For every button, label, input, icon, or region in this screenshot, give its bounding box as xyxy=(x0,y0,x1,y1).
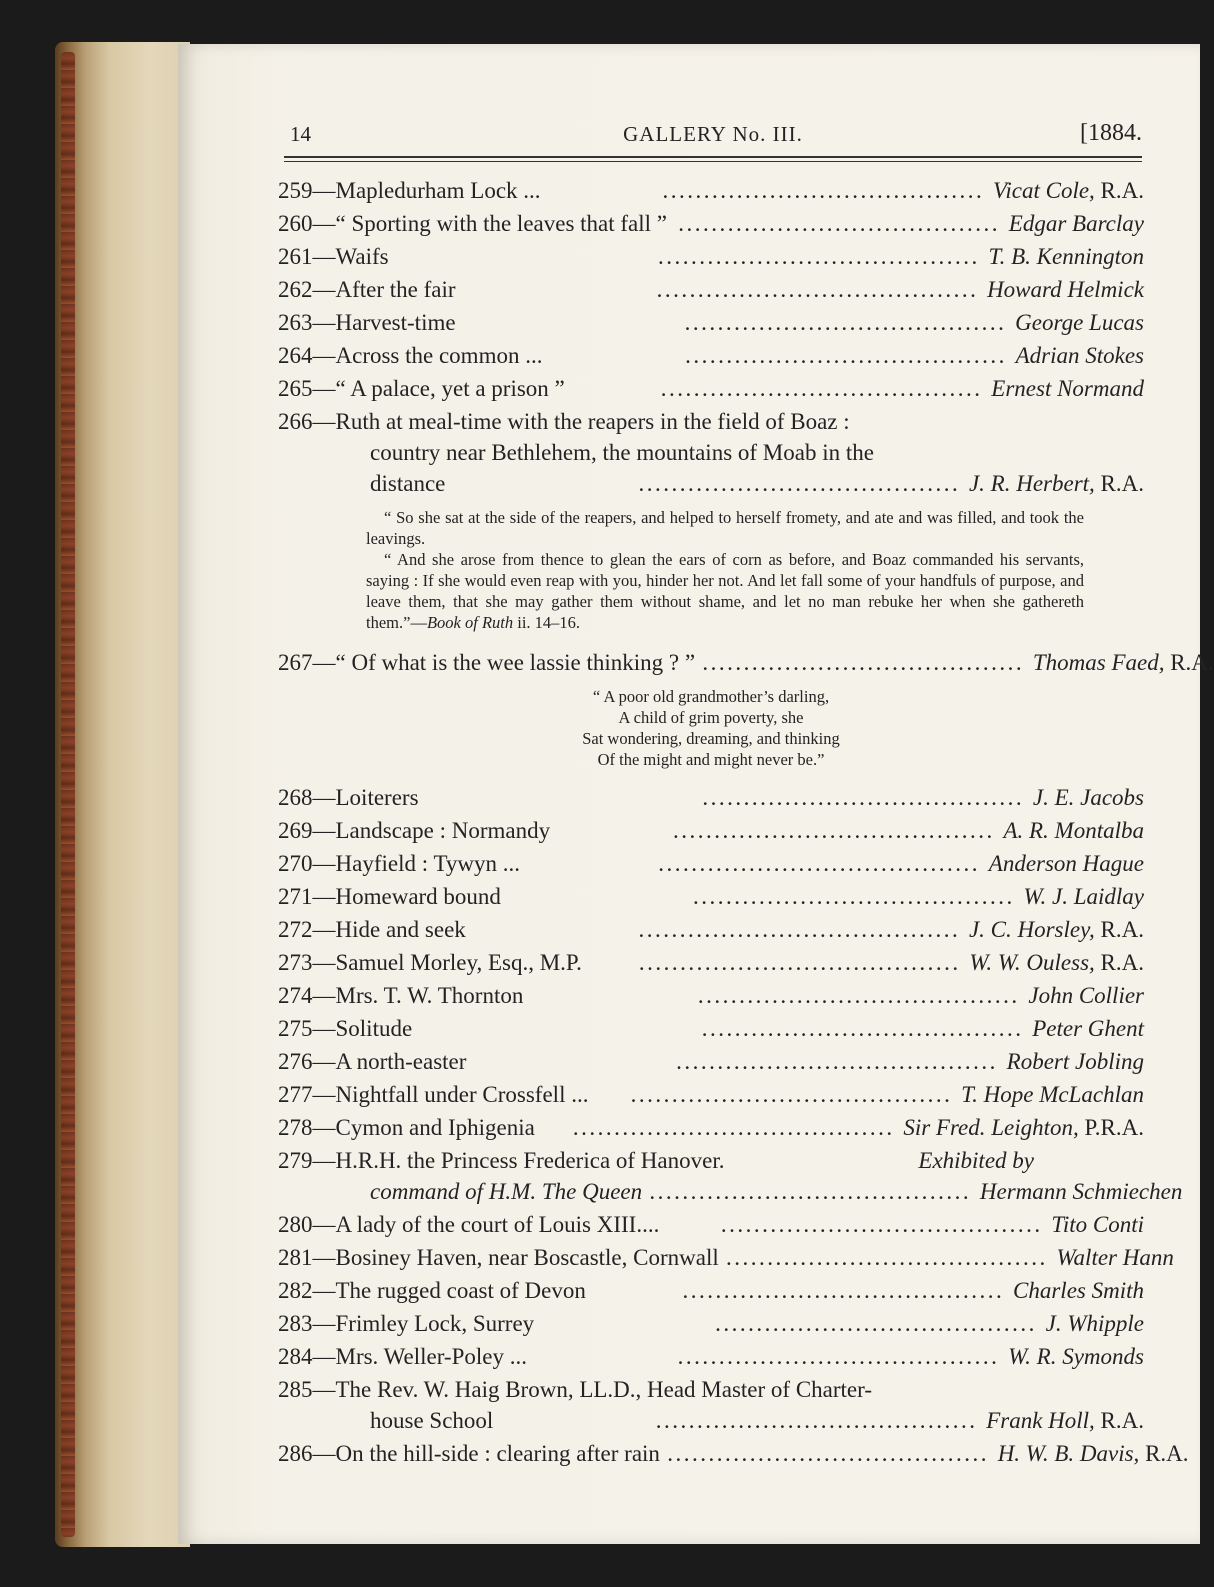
entry-artist: Howard Helmick xyxy=(987,277,1144,302)
entry-286-artist: H. W. B. Davis, R.A. xyxy=(997,1441,1189,1466)
poem-line: “ A poor old grandmother’s darling, xyxy=(592,687,830,706)
entry-279-note: Exhibited by xyxy=(918,1148,1034,1173)
entry-title: 275—Solitude xyxy=(278,1016,413,1041)
leader-dots: ....................................... xyxy=(678,1349,1001,1368)
leader-dots: ....................................... xyxy=(698,988,1021,1007)
leader-dots: ....................................... xyxy=(656,1413,979,1432)
leader-dots: ....................................... xyxy=(659,856,981,875)
entry-title: 259—Mapledurham Lock ... xyxy=(278,178,541,203)
entry-285-line1: 285—The Rev. W. Haig Brown, LL.D., Head Master of Charter- xyxy=(278,1377,872,1402)
catalogue-entry xyxy=(278,1209,1144,1242)
entry-artist: Peter Ghent xyxy=(1032,1016,1144,1041)
leader-dots: ....................................... xyxy=(573,1120,896,1139)
leader-dots: ....................................... xyxy=(663,183,986,202)
leader-dots: ....................................... xyxy=(673,823,996,842)
entry-title: 265—“ A palace, yet a prison ” xyxy=(278,376,565,401)
entry-title: 284—Mrs. Weller-Poley ... xyxy=(278,1344,527,1369)
entry-279-line2: command of H.M. The Queen ....................................... Hermann Schmiechen xyxy=(278,1176,1144,1209)
entry-artist: Sir Fred. Leighton, P.R.A. xyxy=(903,1115,1144,1140)
leader-dots: ....................................... xyxy=(679,216,1001,235)
entry-artist: W. W. Ouless, R.A. xyxy=(969,950,1144,975)
entry-title: 262—After the fair xyxy=(278,277,456,302)
entry-title: 278—Cymon and Iphigenia xyxy=(278,1115,535,1140)
entry-artist: J. E. Jacobs xyxy=(1032,785,1144,810)
catalogue-entry xyxy=(278,881,1144,914)
entry-title: 270—Hayfield : Tywyn ... xyxy=(278,851,520,876)
poem-line: A child of grim poverty, she xyxy=(618,708,804,727)
poem-quotation xyxy=(278,686,1144,770)
entry-267 xyxy=(278,647,1214,680)
entry-title: 269—Landscape : Normandy xyxy=(278,818,551,843)
leader-dots: ....................................... xyxy=(693,889,1016,908)
entry-artist: T. B. Kennington xyxy=(988,244,1144,269)
header-rule-thick xyxy=(284,156,1142,158)
catalogue-entry xyxy=(278,1112,1144,1145)
entry-artist: W. R. Symonds xyxy=(1008,1344,1144,1369)
entry-266-line3 xyxy=(278,468,1144,501)
entry-title: 281—Bosiney Haven, near Boscastle, Cornwall xyxy=(278,1245,719,1270)
entry-title: 282—The rugged coast of Devon xyxy=(278,1278,586,1303)
leader-dots: ....................................... xyxy=(702,1021,1025,1040)
entry-group-b xyxy=(278,782,1144,1145)
entry-266-line2: country near Bethlehem, the mountains of Moab in the xyxy=(370,440,874,465)
leader-dots: ....................................... xyxy=(667,1446,990,1465)
leader-dots: ....................................... xyxy=(657,282,980,301)
leader-dots: ....................................... xyxy=(639,955,962,974)
quote-para-2: “ And she arose from thence to glean the ears of corn as before, and Boaz commanded his servants, saying : If she would even reap with you, hinder her not. And let fall some of your handfuls of purpose, and leave them, that she may gather them without shame, and let no man rebuke her when she gathereth them.”—Book of Ruth ii. 14–16. xyxy=(366,550,1084,632)
quote-para-1: “ So she sat at the side of the reapers, and helped to herself fromety, and ate and was filled, and took the leavings. xyxy=(366,508,1084,548)
entry-artist: Vicat Cole, R.A. xyxy=(993,178,1144,203)
entry-artist: Anderson Hague xyxy=(988,851,1144,876)
entry-artist: George Lucas xyxy=(1015,310,1144,335)
leader-dots: ....................................... xyxy=(726,1250,1049,1269)
book-page-edges xyxy=(55,42,190,1547)
catalogue-entry xyxy=(278,373,1144,406)
entry-artist: John Collier xyxy=(1028,983,1144,1008)
catalogue-entry xyxy=(278,208,1144,241)
page-title: GALLERY No. III. xyxy=(623,122,803,146)
entry-285-line2: house School ....................................... Frank Holl, R.A. xyxy=(278,1405,1144,1438)
leader-dots: ....................................... xyxy=(703,655,1025,674)
entry-title: 280—A lady of the court of Louis XIII.... xyxy=(278,1212,660,1237)
entry-artist: Robert Jobling xyxy=(1006,1049,1144,1074)
entry-267-artist: Thomas Faed, R.A. xyxy=(1032,650,1214,675)
catalogue-entry xyxy=(278,914,1144,947)
page-number: 14 xyxy=(290,122,311,146)
entry-artist: W. J. Laidlay xyxy=(1023,884,1144,909)
leader-dots: ....................................... xyxy=(661,381,984,400)
catalogue-entry xyxy=(278,1275,1144,1308)
leader-dots: ....................................... xyxy=(721,1217,1044,1236)
entry-artist: Ernest Normand xyxy=(991,376,1144,401)
entry-title: 264—Across the common ... xyxy=(278,343,543,368)
entry-artist: Charles Smith xyxy=(1013,1278,1144,1303)
entry-266-artist: J. R. Herbert, R.A. xyxy=(968,471,1144,496)
catalogue-entry xyxy=(278,307,1144,340)
entry-266-line3-text: distance xyxy=(370,471,446,496)
entry-285 xyxy=(278,1374,1144,1438)
entry-artist: J. C. Horsley, R.A. xyxy=(968,917,1144,942)
ruth-quotation xyxy=(366,507,1084,633)
catalogue-entry xyxy=(278,1341,1144,1374)
entry-artist: A. R. Montalba xyxy=(1003,818,1144,843)
running-header xyxy=(284,116,1142,156)
catalogue-entry xyxy=(278,274,1144,307)
catalogue-entry xyxy=(278,782,1144,815)
entry-286 xyxy=(278,1438,1189,1471)
entry-title: 277—Nightfall under Crossfell ... xyxy=(278,1082,589,1107)
entry-artist: Tito Conti xyxy=(1051,1212,1144,1237)
entry-title: 271—Homeward bound xyxy=(278,884,501,909)
entry-title: 276—A north-easter xyxy=(278,1049,467,1074)
entry-artist: Adrian Stokes xyxy=(1015,343,1144,368)
header-year: [1884. xyxy=(1080,120,1142,146)
entry-artist: Edgar Barclay xyxy=(1008,211,1144,236)
catalogue-entry xyxy=(278,1013,1144,1046)
entry-286-title: 286—On the hill-side : clearing after rain xyxy=(278,1441,660,1466)
leader-dots: ....................................... xyxy=(639,922,961,941)
entry-285-artist: Frank Holl, R.A. xyxy=(986,1408,1144,1433)
entry-279-artist: Hermann Schmiechen xyxy=(979,1179,1183,1204)
leader-dots: ....................................... xyxy=(658,249,981,268)
entry-artist: J. Whipple xyxy=(1045,1311,1144,1336)
entry-title: 273—Samuel Morley, Esq., M.P. xyxy=(278,950,582,975)
entry-267-title: 267—“ Of what is the wee lassie thinking ? ” xyxy=(278,650,696,675)
leader-dots: ....................................... xyxy=(631,1087,954,1106)
entry-artist: T. Hope McLachlan xyxy=(961,1082,1144,1107)
leader-dots: ....................................... xyxy=(703,790,1025,809)
entry-title: 260—“ Sporting with the leaves that fall ” xyxy=(278,211,667,236)
entry-279 xyxy=(278,1145,1183,1209)
entry-title: 283—Frimley Lock, Surrey xyxy=(278,1311,535,1336)
catalogue-entry xyxy=(278,1046,1144,1079)
leader-dots: ....................................... xyxy=(685,315,1008,334)
catalogue-entry xyxy=(278,241,1144,274)
catalogue-entry xyxy=(278,175,1144,208)
entry-title: 268—Loiterers xyxy=(278,785,419,810)
entry-279-line1: 279—H.R.H. the Princess Frederica of Hanover. Exhibited by xyxy=(278,1145,1144,1176)
catalogue-entry xyxy=(278,848,1144,881)
entry-title: 272—Hide and seek xyxy=(278,917,466,942)
catalogue-entry xyxy=(278,1079,1144,1112)
entry-title: 261—Waifs xyxy=(278,244,389,269)
book-page xyxy=(178,44,1214,1544)
catalogue-entry xyxy=(278,1242,1174,1275)
catalogue-entry xyxy=(278,340,1144,373)
leader-dots: ....................................... xyxy=(639,476,961,495)
leader-dots: ....................................... xyxy=(715,1316,1038,1335)
entry-266 xyxy=(278,406,1144,501)
catalogue-entry xyxy=(278,815,1144,848)
catalogue-entry xyxy=(278,1308,1144,1341)
entry-group-c xyxy=(278,1209,1174,1374)
header-rule-thin xyxy=(284,161,1142,162)
catalogue-entry xyxy=(278,980,1144,1013)
entry-artist: Walter Hann xyxy=(1056,1245,1174,1270)
leader-dots: ....................................... xyxy=(650,1184,972,1203)
leader-dots: ....................................... xyxy=(676,1054,999,1073)
poem-line: Of the might and might never be.” xyxy=(597,750,825,769)
catalogue-list xyxy=(278,175,1214,1471)
marbled-edge xyxy=(61,52,75,1537)
leader-dots: ....................................... xyxy=(683,1283,1006,1302)
catalogue-entry xyxy=(278,947,1144,980)
entry-title: 274—Mrs. T. W. Thornton xyxy=(278,983,524,1008)
leader-dots: ....................................... xyxy=(685,348,1008,367)
entry-group-a xyxy=(278,175,1144,406)
entry-title: 263—Harvest-time xyxy=(278,310,456,335)
poem-line: Sat wondering, dreaming, and thinking xyxy=(582,729,840,748)
entry-266-line1: 266—Ruth at meal-time with the reapers in the field of Boaz : xyxy=(278,409,850,434)
